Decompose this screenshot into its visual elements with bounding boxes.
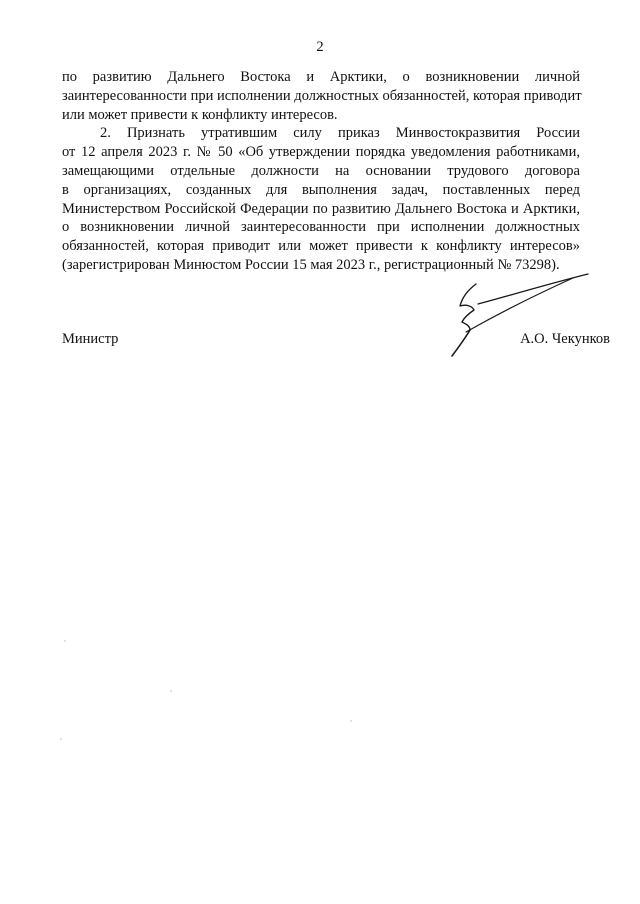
paragraph-2-line: от 12 апреля 2023 г. № 50 «Об утверждении порядка уведомления работниками, (62, 144, 580, 161)
paragraph-1-line: или может привести к конфликту интересов. (62, 106, 338, 123)
paragraph-2-line: 2. Признать утратившим силу приказ Минвостокразвития России (100, 125, 580, 142)
paragraph-2-line: в организациях, созданных для выполнения задач, поставленных перед (62, 181, 580, 198)
signer-name: А.О. Чекунков (520, 331, 610, 347)
handwritten-signature (438, 270, 608, 362)
scan-speck (64, 640, 66, 642)
paragraph-2-line: замещающими отдельные должности на основании трудового договора (62, 162, 580, 179)
paragraph-1-line: по развитию Дальнего Востока и Арктики, о возникновении личной (62, 69, 580, 85)
document-body (62, 68, 580, 275)
scan-speck (350, 720, 352, 722)
page-number: 2 (316, 39, 324, 55)
paragraph-2-line: о возникновении личной заинтересованности при исполнении должностных (62, 219, 580, 236)
paragraph-1 (62, 68, 580, 124)
paragraph-2-line: Министерством Российской Федерации по развитию Дальнего Востока и Арктики, (62, 200, 580, 217)
scan-speck (60, 738, 62, 740)
paragraph-2-line: (зарегистрирован Минюстом России 15 мая 2023 г., регистрационный № 73298). (62, 256, 560, 273)
paragraph-1-line: заинтересованности при исполнении должностных обязанностей, которая приводит (62, 87, 582, 104)
paragraph-2 (62, 124, 580, 274)
scan-speck (170, 690, 172, 692)
paragraph-2-line: обязанностей, которая приводит или может привести к конфликту интересов» (62, 238, 580, 255)
signer-title: Министр (62, 331, 119, 347)
